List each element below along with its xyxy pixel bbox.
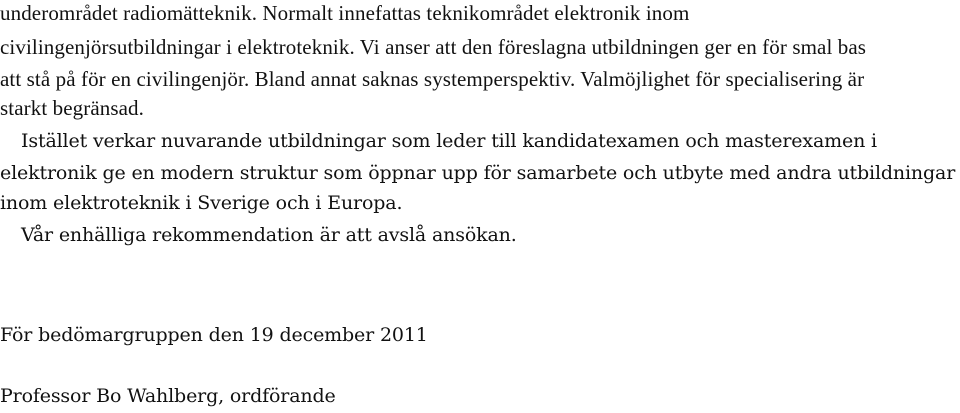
recommendation-text: Vår enhälliga rekommendation är att avslå ansökan. xyxy=(21,224,517,246)
paragraph2-line2: elektronik ge en modern struktur som öppnar upp för samarbete och utbyte med andra utbildningar xyxy=(0,162,956,184)
paragraph1-line1: underområdet radiomätteknik. Normalt innefattas teknikområdet elektronik inom xyxy=(0,1,690,25)
paragraph1-line4: starkt begränsad. xyxy=(0,96,144,120)
signoff-text: För bedömargruppen den 19 december 2011 xyxy=(0,324,428,346)
paragraph1-line2: civilingenjörsutbildningar i elektroteknik. Vi anser att den föreslagna utbildningen ger en för smal bas xyxy=(0,35,867,59)
signatory-text: Professor Bo Wahlberg, ordförande xyxy=(0,385,336,407)
paragraph2-line1: Istället verkar nuvarande utbildningar som leder till kandidatexamen och masterexamen i xyxy=(21,130,877,152)
paragraph2-line3: inom elektroteknik i Sverige och i Europa. xyxy=(0,192,403,214)
paragraph1-line3: att stå på för en civilingenjör. Bland annat saknas systemperspektiv. Valmöjlighet för specialisering är xyxy=(0,67,865,91)
